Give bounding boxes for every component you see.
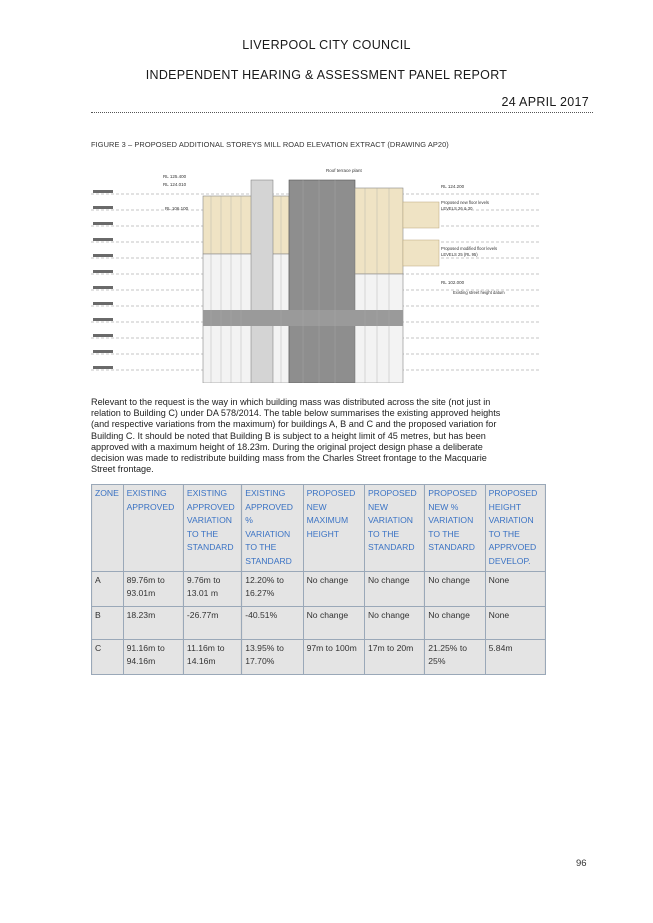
cell-zone: B bbox=[92, 607, 124, 640]
cell-proposed-percent: 21.25% to 25% bbox=[425, 640, 485, 675]
table-row bbox=[92, 607, 546, 640]
paragraph-line: (and respective variations from the maximum) for buildings A, B and C and the proposed variation for bbox=[91, 419, 497, 430]
table-row bbox=[92, 572, 546, 607]
building-core-left bbox=[251, 180, 273, 383]
cell-existing-percent: 12.20% to 16.27% bbox=[242, 572, 303, 607]
annotation-existing: Existing street height datum bbox=[453, 290, 505, 295]
paragraph-line: Street frontage. bbox=[91, 464, 154, 475]
cell-proposed-percent: No change bbox=[425, 607, 485, 640]
cell-existing-approved: 18.23m bbox=[123, 607, 183, 640]
cell-proposed-variation: 17m to 20m bbox=[364, 640, 424, 675]
annotation-note1b: LEVELS 26 & 30 bbox=[441, 206, 473, 211]
elevation-drawing bbox=[91, 158, 551, 383]
annotation-note2b: LEVELS 25 (RL 95) bbox=[441, 252, 478, 257]
cell-height-variation: None bbox=[485, 607, 545, 640]
header-zone: ZONE bbox=[92, 485, 124, 572]
header-proposed-height: PROPOSED NEW MAXIMUM HEIGHT bbox=[303, 485, 364, 572]
annotation-mid-right: RL 102.000 bbox=[441, 280, 465, 285]
building-a-proposed bbox=[203, 196, 289, 254]
report-title: INDEPENDENT HEARING & ASSESSMENT PANEL REPORT bbox=[145, 68, 508, 82]
cell-zone: A bbox=[92, 572, 124, 607]
building-c-proposed bbox=[355, 188, 403, 274]
annotation-mid-a: RL 106.100 bbox=[165, 206, 189, 211]
header-proposed-percent: PROPOSED NEW % VARIATION TO THE STANDARD bbox=[425, 485, 485, 572]
cell-existing-percent: 13.95% to 17.70% bbox=[242, 640, 303, 675]
cell-existing-approved: 91.16m to 94.16m bbox=[123, 640, 183, 675]
paragraph-line: relation to Building C) under DA 578/2014. The table below summarises the existing approved heights bbox=[91, 408, 501, 419]
body-paragraph bbox=[91, 397, 561, 475]
cell-proposed-height: No change bbox=[303, 572, 364, 607]
cell-existing-approved: 89.76m to 93.01m bbox=[123, 572, 183, 607]
building-c-dark bbox=[289, 180, 355, 383]
table-header-row bbox=[92, 485, 546, 572]
header-existing-percent: EXISTING APPROVED % VARIATION TO THE STANDARD bbox=[242, 485, 303, 572]
table-row bbox=[92, 640, 546, 675]
cell-proposed-variation: No change bbox=[364, 607, 424, 640]
cell-existing-variation: -26.77m bbox=[183, 607, 241, 640]
building-c-existing bbox=[355, 274, 403, 383]
page-number: 96 bbox=[576, 858, 587, 869]
header-height-variation: PROPOSED HEIGHT VARIATION TO THE APPRVOED DEVELOP. bbox=[485, 485, 545, 572]
paragraph-line: Building C. It should be noted that Building B is subject to a height limit of 45 metres, but has been bbox=[91, 430, 486, 441]
cell-proposed-percent: No change bbox=[425, 572, 485, 607]
cell-proposed-height: 97m to 100m bbox=[303, 640, 364, 675]
cell-proposed-height: No change bbox=[303, 607, 364, 640]
header-existing-variation: EXISTING APPROVED VARIATION TO THE STANDARD bbox=[183, 485, 241, 572]
proposed-levels-zone-2 bbox=[403, 240, 439, 266]
paragraph-line: decision was made to redistribute building mass from the Charles Street frontage to the Macquarie bbox=[91, 453, 487, 464]
council-name: LIVERPOOL CITY COUNCIL bbox=[242, 38, 411, 52]
annotation-top-b: RL 124.010 bbox=[163, 182, 187, 187]
figure-caption: FIGURE 3 – PROPOSED ADDITIONAL STOREYS MILL ROAD ELEVATION EXTRACT (DRAWING AP20) bbox=[91, 140, 449, 149]
cell-height-variation: 5.84m bbox=[485, 640, 545, 675]
height-variation-table bbox=[91, 484, 546, 675]
annotation-note2a: Proposed modified floor levels bbox=[441, 246, 498, 251]
paragraph-line: approved with a maximum height of 18.23m. During the original project design phase a deliberate bbox=[91, 441, 483, 452]
paragraph-line: Relevant to the request is the way in which building mass was distributed across the site (not just in bbox=[91, 397, 491, 407]
annotation-callout: Roof terrace plant bbox=[326, 168, 362, 173]
proposed-levels-zone-1 bbox=[403, 202, 439, 228]
cell-existing-percent: -40.51% bbox=[242, 607, 303, 640]
report-date: 24 APRIL 2017 bbox=[501, 95, 589, 109]
cell-existing-variation: 11.16m to 14.16m bbox=[183, 640, 241, 675]
cell-proposed-variation: No change bbox=[364, 572, 424, 607]
cell-existing-variation: 9.76m to 13.01 m bbox=[183, 572, 241, 607]
cell-height-variation: None bbox=[485, 572, 545, 607]
level-labels bbox=[93, 190, 113, 369]
header-rule bbox=[91, 112, 593, 113]
annotation-note1a: Proposed new floor levels bbox=[441, 200, 489, 205]
annotation-top-right: RL 124.200 bbox=[441, 184, 465, 189]
annotation-top-a: RL 125.400 bbox=[163, 174, 187, 179]
header-existing-approved: EXISTING APPROVED bbox=[123, 485, 183, 572]
header-proposed-variation: PROPOSED NEW VARIATION TO THE STANDARD bbox=[364, 485, 424, 572]
cell-zone: C bbox=[92, 640, 124, 675]
